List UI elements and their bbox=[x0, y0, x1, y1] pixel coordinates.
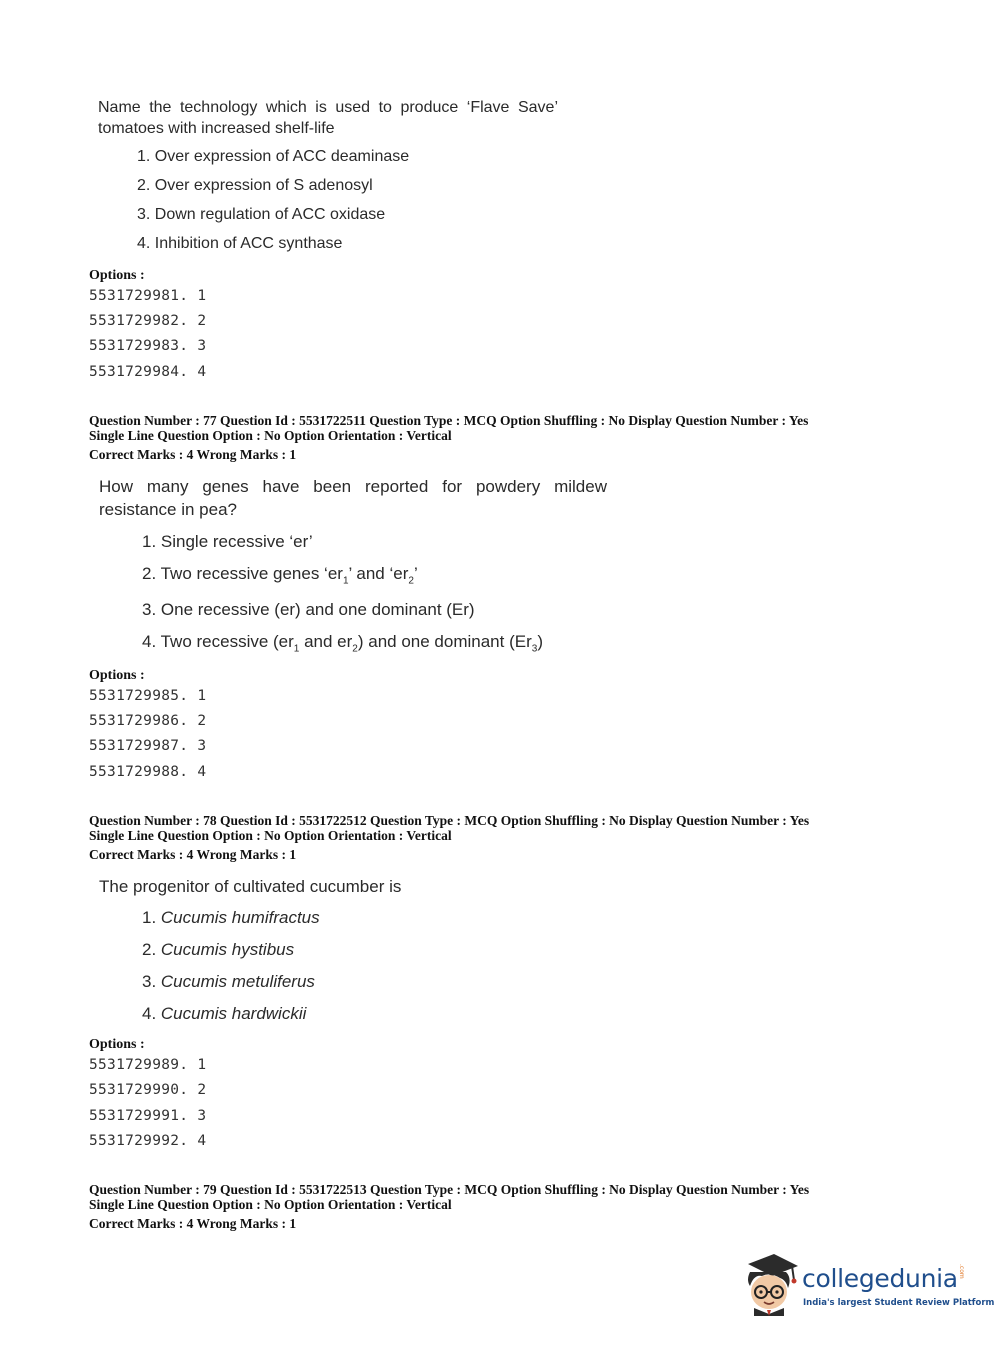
student-mascot-icon bbox=[740, 1250, 800, 1316]
q78-marks: Correct Marks : 4 Wrong Marks : 1 bbox=[89, 847, 297, 862]
q77-options-label: Options : bbox=[89, 668, 145, 683]
logo-tagline: India's largest Student Review Platform bbox=[803, 1298, 995, 1308]
q76-option-1: 5531729981. 1 bbox=[89, 288, 207, 304]
q76-choice-2: 2. Over expression of S adenosyl bbox=[137, 177, 373, 194]
q76-options-label: Options : bbox=[89, 268, 145, 283]
logo-domain: .com bbox=[958, 1264, 965, 1279]
q77-choice-4: 4. Two recessive ($er_1$ and $er_2$) and one dominant $(Er_3)$ bbox=[142, 632, 543, 655]
q78-meta-line-2: Single Line Question Option : No Option Orientation : Vertical bbox=[89, 828, 452, 843]
q77-choice-3: 3. One recessive (er) and one dominant (Er) bbox=[142, 600, 475, 619]
q77-meta-line-2: Single Line Question Option : No Option Orientation : Vertical bbox=[89, 428, 452, 443]
q76-choice-3: 3. Down regulation of ACC oxidase bbox=[137, 206, 386, 223]
q77-option-1: 5531729985. 1 bbox=[89, 688, 207, 704]
q78-option-4: 5531729992. 4 bbox=[89, 1133, 207, 1149]
q77-meta-line-1: Question Number : 77 Question Id : 5531722511 Question Type : MCQ Option Shuffling : No Display Question Number : Yes bbox=[89, 413, 809, 428]
q76-option-3: 5531729983. 3 bbox=[89, 338, 207, 354]
q77-choice-2: 2. Two recessive genes ‘$er_1$’ and ‘$er_2$’ bbox=[142, 564, 418, 587]
q76-option-2: 5531729982. 2 bbox=[89, 313, 207, 329]
q77-option-3: 5531729987. 3 bbox=[89, 738, 207, 754]
q78-options-label: Options : bbox=[89, 1037, 145, 1052]
q79-meta-line-2: Single Line Question Option : No Option Orientation : Vertical bbox=[89, 1197, 452, 1212]
q78-option-2: 5531729990. 2 bbox=[89, 1082, 207, 1098]
q79-meta-line-1: Question Number : 79 Question Id : 5531722513 Question Type : MCQ Option Shuffling : No Display Question Number : Yes bbox=[89, 1182, 810, 1197]
q78-option-1: 5531729989. 1 bbox=[89, 1057, 207, 1073]
q78-question-stem: The progenitor of cultivated cucumber is bbox=[99, 877, 402, 896]
q76-choice-4: 4. Inhibition of ACC synthase bbox=[137, 235, 343, 252]
q77-option-4: 5531729988. 4 bbox=[89, 764, 207, 780]
q77-question-stem: How many genes have been reported for powdery mildew resistance in pea? bbox=[99, 477, 607, 519]
q78-option-3: 5531729991. 3 bbox=[89, 1108, 207, 1124]
q78-meta-line-1: Question Number : 78 Question Id : 5531722512 Question Type : MCQ Option Shuffling : No Display Question Number : Yes bbox=[89, 813, 810, 828]
q77-marks: Correct Marks : 4 Wrong Marks : 1 bbox=[89, 447, 297, 462]
q78-choice-3: 3. Cucumis metuliferus bbox=[142, 972, 315, 991]
collegedunia-logo bbox=[740, 1250, 995, 1320]
q77-choice-1: 1. Single recessive ‘er’ bbox=[142, 532, 313, 551]
q76-option-4: 5531729984. 4 bbox=[89, 364, 207, 380]
q78-choice-2: 2. Cucumis hystibus bbox=[142, 940, 295, 959]
logo-wordmark: collegedunia bbox=[802, 1264, 958, 1293]
q79-marks: Correct Marks : 4 Wrong Marks : 1 bbox=[89, 1216, 297, 1231]
q78-choice-1: 1. Cucumis humifractus bbox=[142, 908, 320, 927]
q76-choice-1: 1. Over expression of ACC deaminase bbox=[137, 148, 410, 165]
q78-choice-4: 4. Cucumis hardwickii bbox=[142, 1004, 307, 1023]
q77-option-2: 5531729986. 2 bbox=[89, 713, 207, 729]
q76-question-stem: Name the technology which is used to produce ‘Flave Save’ tomatoes with increased shelf-life bbox=[98, 99, 558, 137]
